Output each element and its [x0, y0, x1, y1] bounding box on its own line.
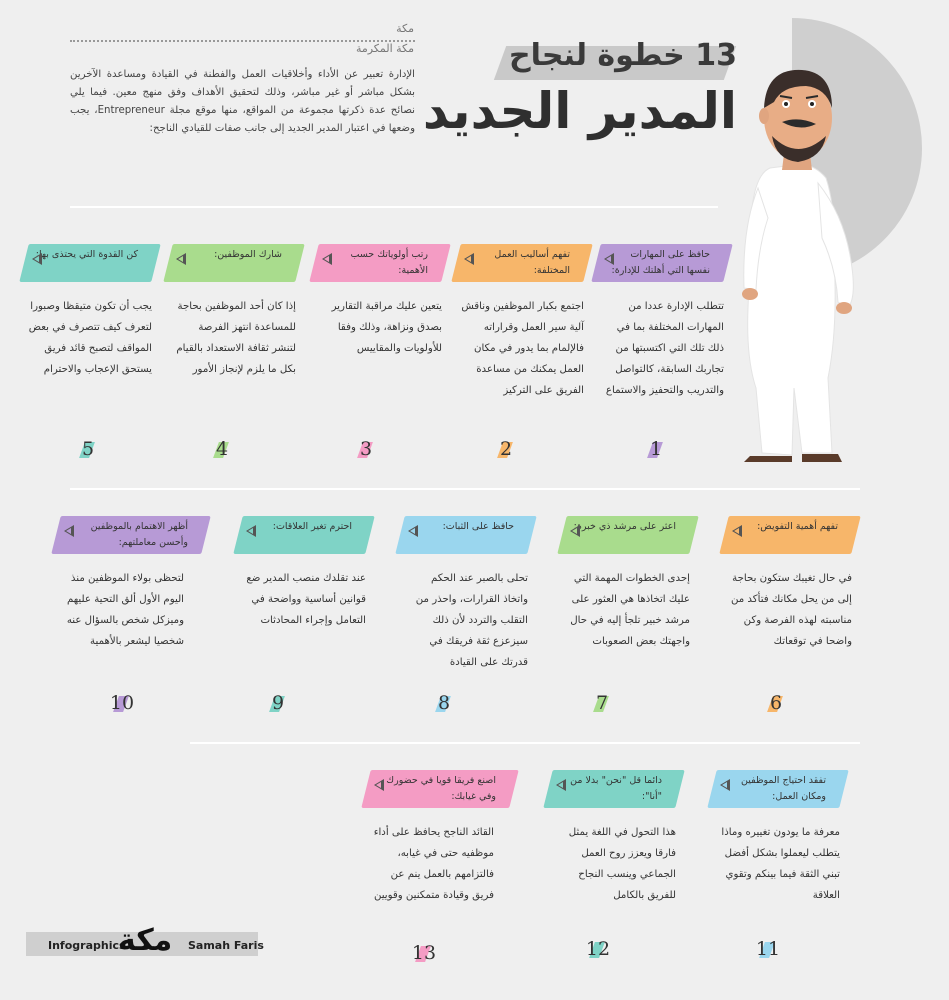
arrow-icon [720, 779, 730, 791]
city-full-label: مكة المكرمة [355, 42, 414, 55]
number-label: 2 [499, 438, 513, 460]
step-number-3 [346, 438, 386, 460]
step-title: احترم تغير العلاقات: [272, 521, 352, 532]
number-label: 8 [437, 692, 451, 714]
step-number-13 [404, 942, 444, 964]
arrow-icon [246, 525, 256, 537]
number-label: 12 [585, 938, 611, 960]
step-title: تفقد احتياج الموظفين ومكان العمل: [741, 775, 826, 802]
step-number-10 [102, 692, 142, 714]
intro-paragraph: الإدارة تعبير عن الأداء وأخلاقيات العمل والفطنة في القيادة ومساعدة الآخرين بشكل مباشر أو غير مباشر، وذلك لتحقيق الأهداف وفق منهج معين. فيما يلي نصائح عدة ذكرتها مجموعة من المواقع، منها موقع مجلة Entrepreneur، يجب وضعها في اعتبار المدير الجديد إلى جانب صفات للقيادي الناجح: [70, 69, 415, 134]
step-7 [562, 516, 694, 706]
step-number-7 [582, 692, 622, 714]
step-9 [238, 516, 370, 706]
number-label: 1 [649, 438, 663, 460]
step-8 [400, 516, 532, 706]
number-label: 10 [109, 692, 135, 714]
footer-label: Infographics [48, 939, 126, 952]
step-10 [56, 516, 188, 706]
step-body: تحلى بالصبر عند الحكم واتخاذ القرارات، واحذر من التقلب والتردد لأن ذلك سيزعزع ثقة فريقك في قدرتك على القيادة [415, 573, 528, 668]
arrow-icon [322, 253, 332, 265]
step-title: اعثر على مرشد ذي خبرة: [573, 521, 676, 532]
step-number-12 [578, 938, 618, 960]
number-label: 7 [595, 692, 609, 714]
step-number-2 [486, 438, 526, 460]
number-label: 6 [769, 692, 783, 714]
step-number-5 [68, 438, 108, 460]
step-title: تفهم أساليب العمل المختلفة: [494, 249, 570, 276]
number-label: 11 [755, 938, 781, 960]
step-body: إحدى الخطوات المهمة التي عليك اتخاذها هي العثور على مرشد خبير تلجأ إليه في حال واجهتك بعض الصعوبات [570, 573, 690, 647]
step-title: أظهر الاهتمام بالموظفين وأحسن معاملتهم: [90, 521, 188, 548]
number-label: 9 [271, 692, 285, 714]
number-label: 13 [411, 942, 437, 964]
step-title: تفهم أهمية التفويض: [757, 521, 838, 532]
divider-2 [70, 488, 860, 490]
step-number-8 [424, 692, 464, 714]
number-label: 5 [81, 438, 95, 460]
number-label: 3 [359, 438, 373, 460]
step-title: كن القدوة التي يحتذى بها: [35, 249, 138, 260]
step-title: حافظ على الثبات: [442, 521, 514, 532]
step-body: تتطلب الإدارة عددا من المهارات المختلفة بما في ذلك تلك التي اكتسبتها من تجاربك السابقة، كالتواصل والتدريب والتحفيز والاستماع [605, 301, 724, 396]
step-number-9 [258, 692, 298, 714]
step-12 [548, 770, 680, 950]
arrow-icon [556, 779, 566, 791]
step-11 [712, 770, 844, 950]
arrow-icon [408, 525, 418, 537]
title-small: 13 خطوة لنجاح [508, 38, 737, 73]
manager-illustration [722, 58, 862, 466]
step-body: اجتمع بكبار الموظفين وناقش آلية سير العمل وقراراته فالإلمام بما يدور في مكان العمل يمكنك من مساعدة الفريق على التركيز [461, 301, 584, 396]
step-body: عند تقلدك منصب المدير ضع قوانين أساسية وواضحة في التعامل وإجراء المحادثات [246, 573, 366, 626]
step-number-11 [748, 938, 788, 960]
step-title: رتب أولوياتك حسب الأهمية: [350, 249, 428, 276]
step-body: إذا كان أحد الموظفين بحاجة للمساعدة انتهز الفرصة لتنشر ثقافة الاستعداد بالقيام بكل ما يلزم لإنجاز الأمور [176, 301, 296, 375]
step-body: القائد الناجح يحافظ على أداء موظفيه حتى في غيابه، فالتزامهم بالعمل ينم عن فريق وقيادة متمكنين وقويين [373, 827, 494, 901]
arrow-icon [64, 525, 74, 537]
step-title: دائما قل "نحن" بدلا من "أنا": [570, 775, 662, 802]
step-body: في حال تغيبك ستكون بحاجة إلى من يحل مكانك فتأكد من مناسبته لهذه الفرصة وكن واضحا في توقعاتك [730, 573, 852, 647]
step-title: حافظ على المهارات نفسها التي أهلتك للإدارة: [611, 249, 710, 276]
arrow-icon [374, 779, 384, 791]
step-body: معرفة ما يودون تغييره وماذا يتطلب ليعملوا بشكل أفضل تبني الثقة فيما بينكم وتقوي العلاقة [721, 827, 840, 901]
step-body: يجب أن تكون متيقظا وصبورا لتعرف كيف تتصرف في بعض المواقف لتصبح قائد فريق يستحق الإعجاب والاحترام [28, 301, 152, 375]
divider-1 [70, 206, 718, 208]
step-body: هذا التحول في اللغة يمثل فارقا ويعزز روح العمل الجماعي وينسب النجاح للفريق بالكامل [568, 827, 676, 901]
step-number-6 [756, 692, 796, 714]
arrow-icon [464, 253, 474, 265]
title-big: المدير الجديد [422, 82, 737, 140]
step-body: يتعين عليك مراقبة التقارير بصدق ونزاهة، وذلك وفقا للأولويات والمقاييس [331, 301, 442, 354]
footer-author: Samah Faris [188, 939, 264, 952]
step-number-4 [202, 438, 242, 460]
step-number-1 [636, 438, 676, 460]
step-6 [724, 516, 856, 706]
arrow-icon [32, 253, 42, 265]
step-title: شارك الموظفين: [214, 249, 282, 260]
arrow-icon [732, 525, 742, 537]
arrow-icon [604, 253, 614, 265]
divider-3 [190, 742, 860, 744]
makkah-logo: مكة [118, 923, 173, 958]
arrow-icon [176, 253, 186, 265]
city-label: مكة [396, 22, 414, 35]
step-title: اصنع فريقا قويا في حضورك وفي غيابك: [386, 775, 496, 802]
step-13 [366, 770, 498, 950]
arrow-icon [570, 525, 580, 537]
number-label: 4 [215, 438, 229, 460]
step-body: لتحظى بولاء الموظفين منذ اليوم الأول ألق التحية عليهم وميزكل شخص بالسؤال عنه شخصيا ليشعر بالأهمية [66, 573, 184, 647]
